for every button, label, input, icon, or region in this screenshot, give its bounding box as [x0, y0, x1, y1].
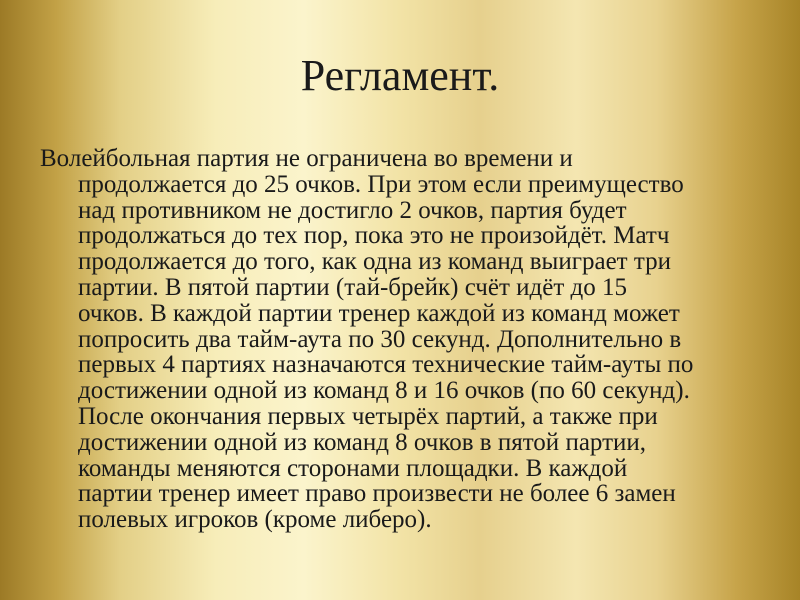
body-line: После окончания первых четырёх партий, а также при — [78, 402, 658, 430]
body-line: партии. В пятой партии (тай-брейк) счёт идёт до 15 — [78, 273, 627, 301]
body-line: продолжается до того, как одна из команд выиграет три — [78, 248, 671, 276]
body-line: Волейбольная партия не ограничена во времени и — [40, 145, 573, 172]
slide-body-text — [40, 146, 770, 533]
body-line: партии тренер имеет право произвести не более 6 замен — [78, 480, 676, 508]
body-line: достижении одной из команд 8 очков в пятой партии, — [78, 428, 647, 456]
body-line: очков. В каждой партии тренер каждой из команд может — [78, 299, 680, 327]
body-line: достижении одной из команд 8 и 16 очков (по 60 секунд). — [78, 377, 690, 405]
slide-title: Регламент. — [300, 51, 500, 100]
body-line: первых 4 партиях назначаются технические тайм-ауты по — [78, 351, 694, 379]
body-line: продолжается до 25 очков. При этом если преимущество — [78, 170, 684, 198]
body-line: попросить два тайм-аута по 30 секунд. Дополнительно в — [78, 325, 682, 353]
body-line: продолжаться до тех пор, пока это не произойдёт. Матч — [78, 222, 670, 250]
body-line: полевых игроков (кроме либеро). — [78, 506, 432, 534]
body-line: команды меняются сторонами площадки. В каждой — [78, 454, 628, 482]
body-line: над противником не достигло 2 очков, партия будет — [78, 196, 627, 224]
